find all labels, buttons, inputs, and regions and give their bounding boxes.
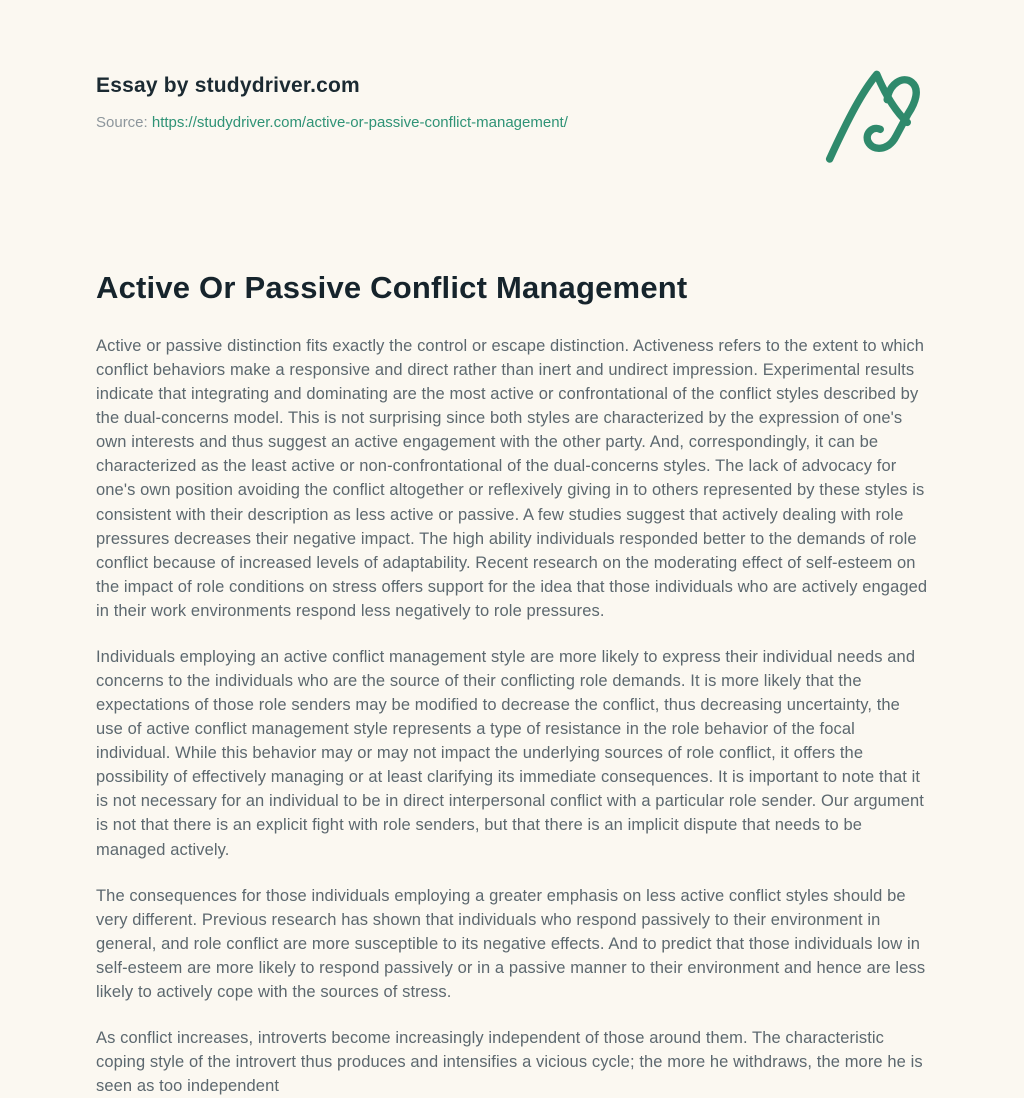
article-paragraph: As conflict increases, introverts become increasingly independent of those around them. The characteristic coping style of the introvert thus produces and intensifies a vicious cycle; the more he withdraws, the more he is seen as too independent: [96, 1029, 923, 1096]
article-title: Active Or Passive Conflict Management: [96, 270, 688, 305]
source-link[interactable]: https://studydriver.com/active-or-passive-conflict-management/: [151, 114, 568, 131]
page-header: [96, 74, 928, 166]
source-label: Source:: [96, 114, 148, 131]
studydriver-logo-icon: [822, 70, 928, 166]
header-text-block: [96, 74, 568, 131]
byline: Essay by studydriver.com: [96, 74, 360, 97]
article-paragraph: Active or passive distinction fits exactly the control or escape distinction. Activeness refers to the extent to which conflict behaviors make a responsive and direct rather than inert and undirect impression. Experimental results indicate that integrating and dominating are the most active or confrontational of the conflict styles described by the dual-concerns model. This is not surprising since both styles are characterized by the expression of one's own interests and thus suggest an active engagement with the other party. And, correspondingly, it can be characterized as the least active or non-confrontational of the dual-concerns styles. The lack of advocacy for one's own position avoiding the conflict altogether or reflexively giving in to others represented by these styles is consistent with their description as less active or passive. A few studies suggest that actively dealing with role pressures decreases their negative impact. The high ability individuals responded better to the demands of role conflict because of increased levels of adaptability. Recent research on the moderating effect of self-esteem on the impact of role conditions on stress offers support for the idea that those individuals who are actively engaged in their work environments respond less negatively to role pressures.: [96, 337, 928, 620]
article-paragraph: Individuals employing an active conflict management style are more likely to express their individual needs and concerns to the individuals who are the source of their conflicting role demands. It is more likely that the expectations of those role senders may be modified to decrease the conflict, thus decreasing uncertainty, the use of active conflict management style represents a type of resistance in the role behavior of the focal individual. While this behavior may or may not impact the underlying sources of role conflict, it offers the possibility of effectively managing or at least clarifying its immediate consequences. It is important to note that it is not necessary for an individual to be in direct interpersonal conflict with a particular role sender. Our argument is not that there is an explicit fight with role senders, but that there is an implicit dispute that needs to be managed actively.: [96, 647, 924, 859]
source-line: [96, 114, 568, 131]
article-paragraph: The consequences for those individuals employing a greater emphasis on less active conflict styles should be very different. Previous research has shown that individuals who respond passively to their environment in general, and role conflict are more susceptible to its negative effects. And to predict that those individuals low in self-esteem are more likely to respond passively or in a passive manner to their environment and hence are less likely to actively cope with the sources of stress.: [96, 886, 926, 1001]
article: [96, 270, 928, 1098]
